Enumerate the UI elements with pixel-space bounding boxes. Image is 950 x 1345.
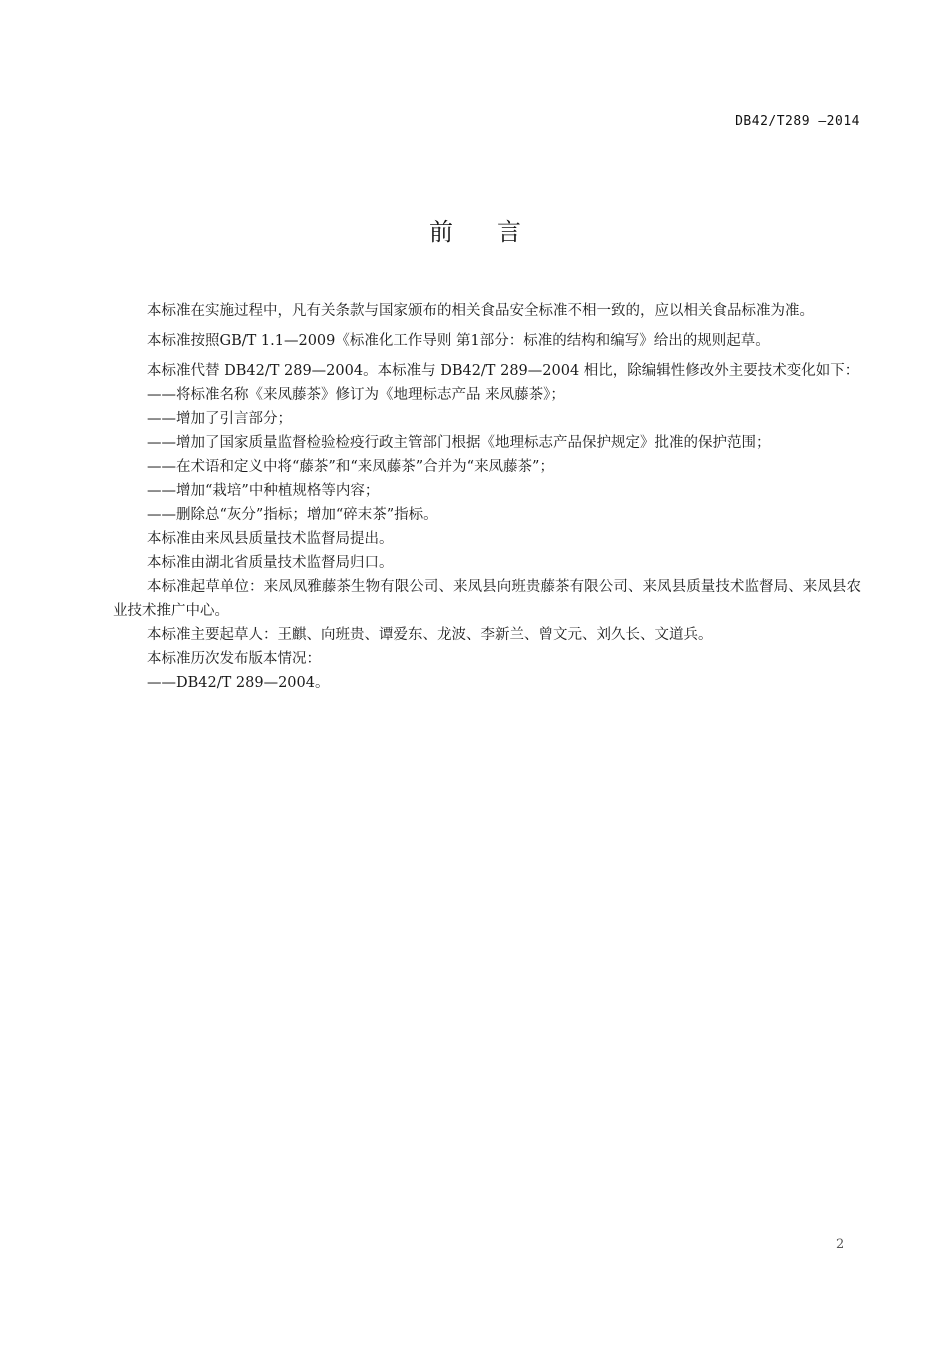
list-item: ——增加了引言部分； (147, 411, 292, 427)
paragraph-drafting-rule: 本标准按照GB/T 1.1—2009《标准化工作导则 第1部分：标准的结构和编写》给出的规则起草。 (147, 333, 770, 349)
page-number: 2 (836, 1237, 845, 1252)
list-item: ——增加了国家质量监督检验检疫行政主管部门根据《地理标志产品保护规定》批准的保护范围； (147, 435, 771, 451)
foreword-body (113, 299, 861, 695)
list-item: ——删除总“灰分”指标；增加“碎末茶”指标。 (147, 507, 438, 523)
history-list (113, 671, 861, 695)
paragraph-conflict-rule: 本标准在实施过程中，凡有关条款与国家颁布的相关食品安全标准不相一致的，应以相关食品标准为准。 (147, 303, 814, 319)
statement-drafters: 本标准主要起草人：王麒、向班贵、谭爱东、龙波、李新兰、曾文元、刘久长、文道兵。 (147, 627, 713, 643)
list-item: ——增加“栽培”中种植规格等内容； (147, 483, 380, 499)
list-item: ——将标准名称《来凤藤茶》修订为《地理标志产品 来凤藤茶》； (147, 387, 565, 403)
statement-responsible: 本标准由湖北省质量技术监督局归口。 (147, 555, 394, 571)
statement-drafting-units: 本标准起草单位：来凤凤雅藤茶生物有限公司、来凤县向班贵藤茶有限公司、来凤县质量技术监督局、来凤县农业技术推广中心。 (113, 579, 861, 619)
document-code: DB42/T289 —2014 (735, 114, 860, 129)
paragraph-replacement: 本标准代替 DB42/T 289—2004。本标准与 DB42/T 289—2004 相比，除编辑性修改外主要技术变化如下： (147, 363, 860, 379)
statement-history-heading: 本标准历次发布版本情况： (147, 651, 321, 667)
page-title: 前言 (429, 218, 565, 246)
list-item: ——在术语和定义中将“藤茶”和“来凤藤茶”合并为“来凤藤茶”； (147, 459, 554, 475)
changes-list (113, 383, 861, 527)
statement-proposer: 本标准由来凤县质量技术监督局提出。 (147, 531, 394, 547)
list-item: ——DB42/T 289—2004。 (147, 675, 330, 691)
